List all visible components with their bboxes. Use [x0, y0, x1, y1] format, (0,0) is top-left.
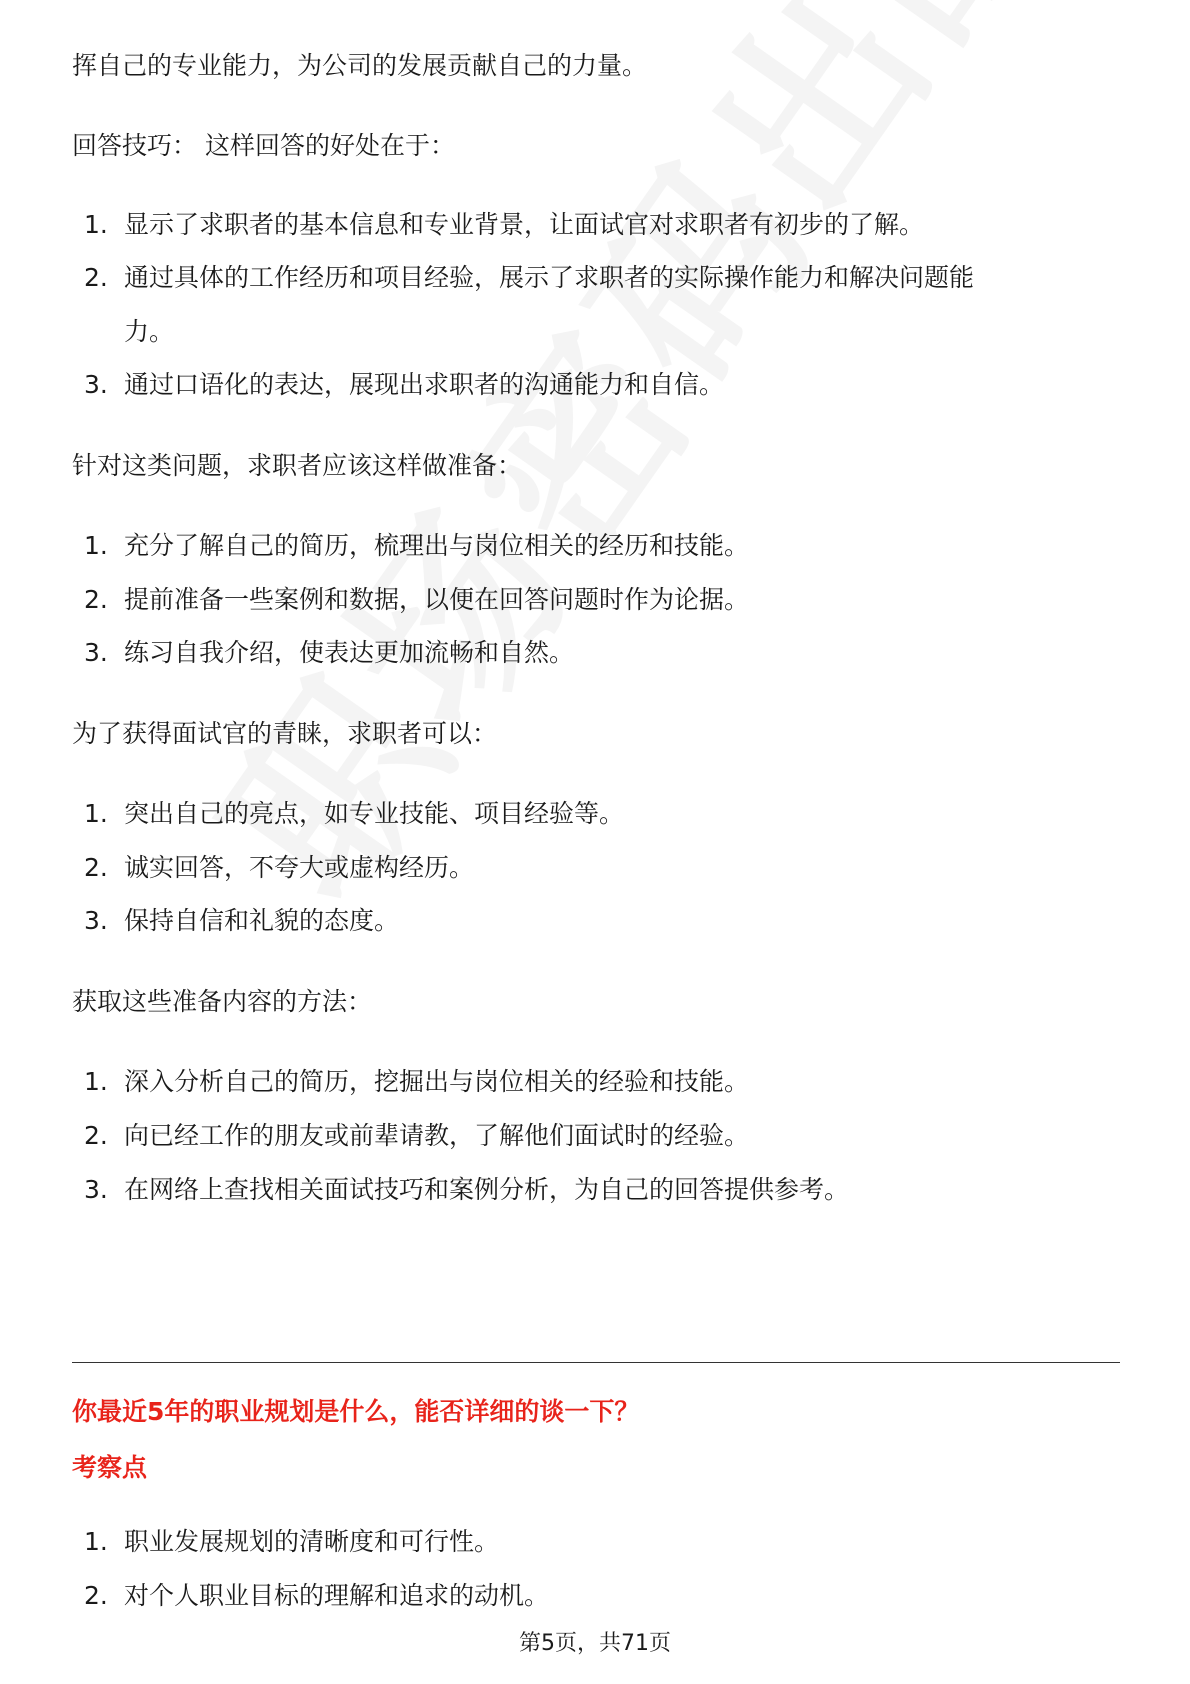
list-item-text: 深入分析自己的简历，挖掘出与岗位相关的经验和技能。: [124, 1067, 750, 1096]
method-item-1: [84, 1065, 749, 1099]
list-number: 1.: [84, 1067, 108, 1096]
favor-item-1: [84, 797, 624, 831]
method-item-3: [84, 1173, 849, 1207]
method-item-2: [84, 1119, 749, 1153]
list-number: 3.: [84, 638, 108, 667]
list-number: 3.: [84, 1175, 108, 1204]
section-divider: [72, 1362, 1120, 1363]
favor-item-3: [84, 904, 399, 938]
prep-item-1: [84, 529, 749, 563]
page-number-footer: 第5页，共71页: [519, 1631, 671, 1656]
list-item-text: 显示了求职者的基本信息和专业背景，让面试官对求职者有初步的了解。: [124, 210, 925, 239]
list-item-text: 向已经工作的朋友或前辈请教，了解他们面试时的经验。: [124, 1121, 750, 1150]
list-number: 1.: [84, 210, 108, 239]
list-item-text: 对个人职业目标的理解和追求的动机。: [124, 1581, 550, 1610]
prep-item-3: [84, 636, 574, 670]
list-item-text: 提前准备一些案例和数据，以便在回答问题时作为论据。: [124, 585, 750, 614]
tips-item-2-continuation: 力。: [124, 317, 175, 346]
focus-heading: 考察点: [72, 1453, 148, 1482]
list-item-text: 突出自己的亮点，如专业技能、项目经验等。: [124, 799, 625, 828]
list-item-text: 职业发展规划的清晰度和可行性。: [124, 1527, 500, 1556]
question-title: 你最近5年的职业规划是什么，能否详细的谈一下？: [72, 1397, 640, 1426]
list-number: 2.: [84, 1581, 108, 1610]
list-number: 2.: [84, 585, 108, 614]
list-item-text: 通过口语化的表达，展现出求职者的沟通能力和自信。: [124, 370, 725, 399]
list-number: 2.: [84, 853, 108, 882]
prep-heading: 针对这类问题，求职者应该这样做准备：: [72, 451, 523, 480]
list-number: 2.: [84, 1121, 108, 1150]
list-number: 1.: [84, 1527, 108, 1556]
list-item-text: 练习自我介绍，使表达更加流畅和自然。: [124, 638, 575, 667]
tips-item-3: [84, 368, 724, 402]
tips-heading: 回答技巧： 这样回答的好处在于：: [72, 131, 455, 160]
tips-item-2: [84, 261, 974, 295]
list-number: 1.: [84, 531, 108, 560]
list-item-text: 保持自信和礼貌的态度。: [124, 906, 400, 935]
tips-item-1: [84, 208, 924, 242]
list-number: 3.: [84, 906, 108, 935]
favor-item-2: [84, 851, 474, 885]
list-item-text: 通过具体的工作经历和项目经验，展示了求职者的实际操作能力和解决问题能: [124, 263, 975, 292]
focus-item-2: [84, 1579, 549, 1613]
list-item-text: 在网络上查找相关面试技巧和案例分析，为自己的回答提供参考。: [124, 1175, 850, 1204]
list-number: 2.: [84, 263, 108, 292]
list-item-text: 诚实回答，不夸大或虚构经历。: [124, 853, 475, 882]
method-heading: 获取这些准备内容的方法：: [72, 987, 373, 1016]
focus-item-1: [84, 1525, 499, 1559]
prep-item-2: [84, 583, 749, 617]
list-item-text: 充分了解自己的简历，梳理出与岗位相关的经历和技能。: [124, 531, 750, 560]
favor-heading: 为了获得面试官的青睐，求职者可以：: [72, 719, 498, 748]
intro-tail-text: 挥自己的专业能力，为公司的发展贡献自己的力量。: [72, 51, 648, 80]
list-number: 3.: [84, 370, 108, 399]
list-number: 1.: [84, 799, 108, 828]
